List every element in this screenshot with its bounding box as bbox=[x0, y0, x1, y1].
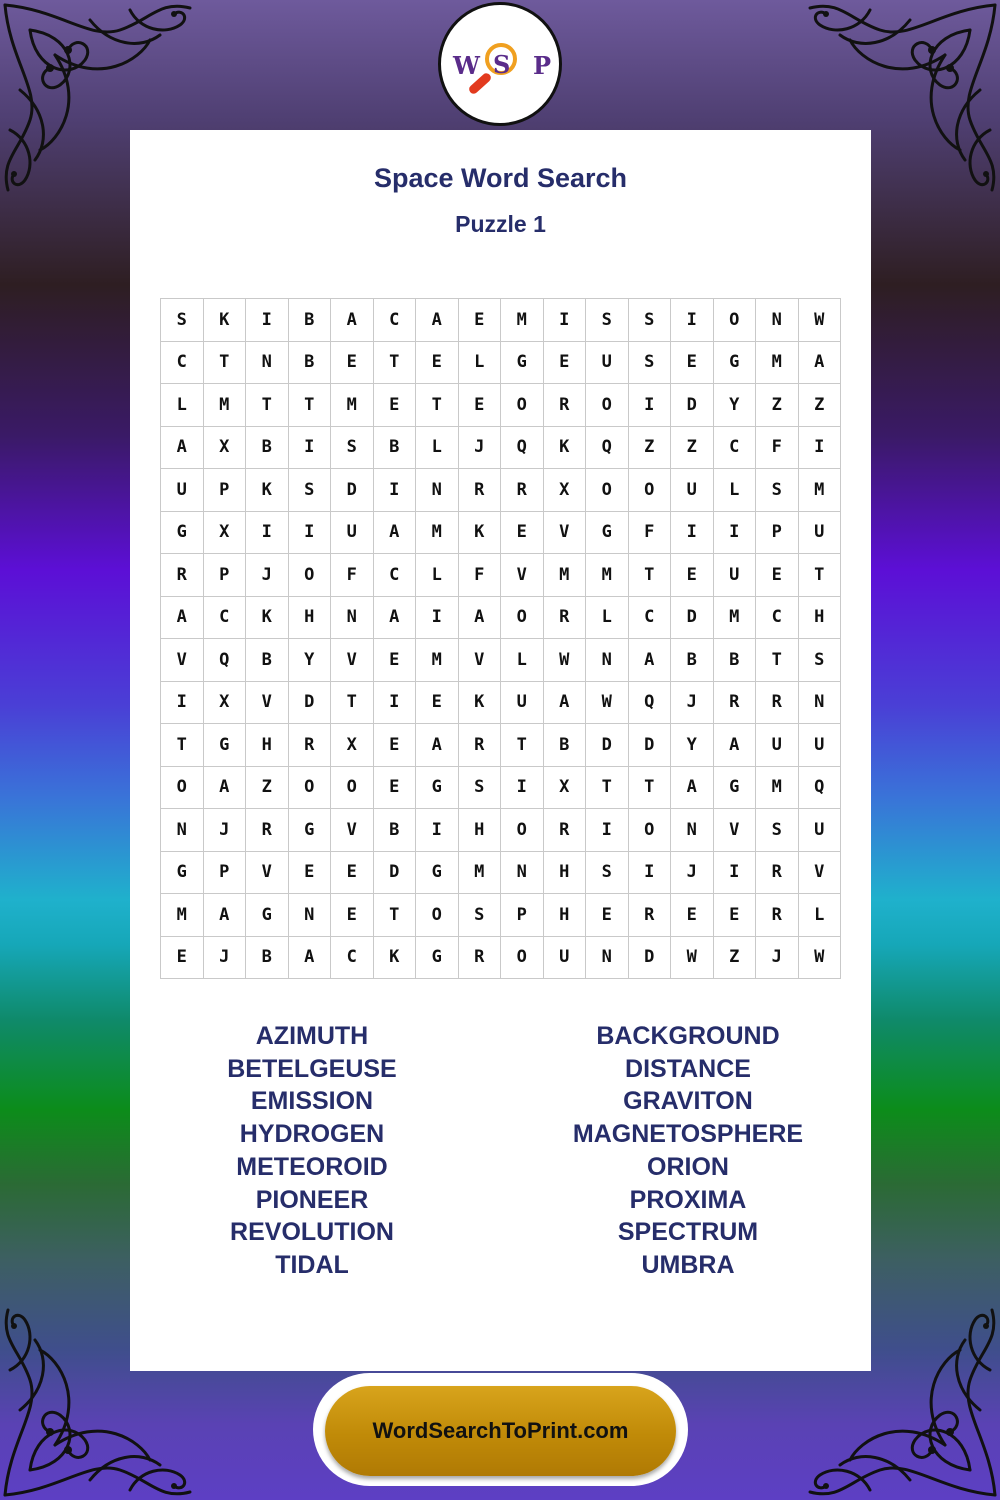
grid-cell: G bbox=[416, 937, 459, 980]
grid-cell: C bbox=[204, 597, 247, 640]
word-list-right bbox=[538, 1020, 838, 1282]
grid-cell: A bbox=[204, 767, 247, 810]
grid-cell: Q bbox=[586, 427, 629, 470]
word-list-item: DISTANCE bbox=[625, 1054, 751, 1083]
grid-cell: E bbox=[459, 384, 502, 427]
grid-cell: E bbox=[331, 852, 374, 895]
grid-cell: K bbox=[204, 299, 247, 342]
word-list-item: AZIMUTH bbox=[255, 1022, 369, 1050]
grid-cell: K bbox=[459, 512, 502, 555]
grid-cell: N bbox=[161, 809, 204, 852]
grid-cell: A bbox=[374, 512, 417, 555]
grid-cell: V bbox=[799, 852, 842, 895]
grid-cell: R bbox=[459, 469, 502, 512]
grid-cell: E bbox=[416, 342, 459, 385]
grid-cell: T bbox=[374, 894, 417, 937]
grid-cell: B bbox=[671, 639, 714, 682]
word-list-left bbox=[162, 1020, 462, 1282]
word-list-item: EMISSION bbox=[250, 1087, 374, 1116]
grid-cell: V bbox=[246, 852, 289, 895]
grid-cell: C bbox=[161, 342, 204, 385]
grid-cell: E bbox=[374, 724, 417, 767]
grid-cell: T bbox=[629, 767, 672, 810]
grid-cell: V bbox=[459, 639, 502, 682]
grid-cell: I bbox=[629, 852, 672, 895]
grid-cell: T bbox=[629, 554, 672, 597]
grid-cell: I bbox=[544, 299, 587, 342]
grid-cell: U bbox=[756, 724, 799, 767]
grid-cell: Z bbox=[714, 937, 757, 980]
grid-cell: C bbox=[374, 554, 417, 597]
grid-cell: A bbox=[204, 894, 247, 937]
grid-cell: T bbox=[586, 767, 629, 810]
grid-cell: G bbox=[204, 724, 247, 767]
grid-cell: N bbox=[289, 894, 332, 937]
grid-cell: V bbox=[501, 554, 544, 597]
grid-cell: O bbox=[501, 809, 544, 852]
grid-cell: R bbox=[544, 597, 587, 640]
grid-cell: H bbox=[799, 597, 842, 640]
grid-cell: E bbox=[756, 554, 799, 597]
grid-cell: U bbox=[586, 342, 629, 385]
grid-cell: R bbox=[544, 384, 587, 427]
grid-cell: K bbox=[544, 427, 587, 470]
grid-cell: O bbox=[331, 767, 374, 810]
grid-cell: E bbox=[586, 894, 629, 937]
grid-cell: A bbox=[416, 724, 459, 767]
grid-cell: O bbox=[501, 937, 544, 980]
grid-cell: Y bbox=[714, 384, 757, 427]
grid-cell: H bbox=[544, 852, 587, 895]
grid-cell: A bbox=[289, 937, 332, 980]
grid-cell: J bbox=[204, 937, 247, 980]
grid-cell: L bbox=[459, 342, 502, 385]
grid-cell: R bbox=[161, 554, 204, 597]
word-list-item: TIDAL bbox=[275, 1250, 349, 1279]
word-list-item: PIONEER bbox=[255, 1185, 369, 1214]
grid-cell: I bbox=[586, 809, 629, 852]
grid-cell: Z bbox=[799, 384, 842, 427]
grid-cell: H bbox=[289, 597, 332, 640]
grid-cell: G bbox=[586, 512, 629, 555]
grid-cell: E bbox=[331, 894, 374, 937]
grid-cell: F bbox=[459, 554, 502, 597]
grid-cell: T bbox=[416, 384, 459, 427]
grid-cell: O bbox=[289, 767, 332, 810]
grid-cell: I bbox=[799, 427, 842, 470]
grid-cell: Z bbox=[246, 767, 289, 810]
grid-cell: U bbox=[714, 554, 757, 597]
grid-cell: N bbox=[501, 852, 544, 895]
grid-cell: I bbox=[629, 384, 672, 427]
grid-cell: V bbox=[331, 809, 374, 852]
grid-cell: D bbox=[629, 724, 672, 767]
logo-letter-w: W bbox=[453, 51, 480, 80]
grid-cell: G bbox=[416, 767, 459, 810]
grid-cell: Q bbox=[204, 639, 247, 682]
grid-cell: K bbox=[459, 682, 502, 725]
grid-cell: Z bbox=[671, 427, 714, 470]
grid-cell: S bbox=[161, 299, 204, 342]
puzzle-panel bbox=[130, 130, 871, 1371]
grid-cell: O bbox=[289, 554, 332, 597]
grid-cell: V bbox=[544, 512, 587, 555]
grid-cell: I bbox=[161, 682, 204, 725]
grid-cell: I bbox=[671, 512, 714, 555]
wsp-logo bbox=[438, 2, 562, 126]
grid-cell: F bbox=[629, 512, 672, 555]
grid-cell: I bbox=[246, 512, 289, 555]
grid-cell: S bbox=[289, 469, 332, 512]
grid-cell: E bbox=[714, 894, 757, 937]
grid-cell: W bbox=[671, 937, 714, 980]
word-list-item: SPECTRUM bbox=[617, 1218, 759, 1247]
grid-cell: U bbox=[501, 682, 544, 725]
grid-cell: M bbox=[459, 852, 502, 895]
grid-cell: O bbox=[501, 597, 544, 640]
word-list-item: BACKGROUND bbox=[596, 1022, 780, 1050]
grid-cell: O bbox=[501, 384, 544, 427]
grid-cell: G bbox=[501, 342, 544, 385]
grid-cell: G bbox=[161, 852, 204, 895]
grid-cell: D bbox=[331, 469, 374, 512]
grid-cell: L bbox=[416, 554, 459, 597]
grid-cell: T bbox=[289, 384, 332, 427]
grid-cell: C bbox=[374, 299, 417, 342]
grid-cell: C bbox=[629, 597, 672, 640]
grid-cell: A bbox=[161, 427, 204, 470]
grid-cell: I bbox=[289, 427, 332, 470]
grid-cell: T bbox=[246, 384, 289, 427]
grid-cell: U bbox=[331, 512, 374, 555]
grid-cell: G bbox=[289, 809, 332, 852]
puzzle-title: Space Word Search bbox=[373, 163, 628, 193]
grid-cell: E bbox=[289, 852, 332, 895]
grid-cell: M bbox=[586, 554, 629, 597]
grid-cell: M bbox=[501, 299, 544, 342]
grid-cell: N bbox=[416, 469, 459, 512]
grid-cell: R bbox=[501, 469, 544, 512]
grid-cell: Q bbox=[799, 767, 842, 810]
grid-cell: I bbox=[374, 469, 417, 512]
grid-cell: L bbox=[501, 639, 544, 682]
grid-cell: R bbox=[714, 682, 757, 725]
grid-cell: D bbox=[671, 597, 714, 640]
grid-cell: F bbox=[756, 427, 799, 470]
grid-cell: G bbox=[714, 342, 757, 385]
word-list-item: ORION bbox=[647, 1152, 729, 1181]
grid-cell: U bbox=[799, 724, 842, 767]
grid-cell: L bbox=[586, 597, 629, 640]
grid-cell: M bbox=[416, 639, 459, 682]
grid-cell: A bbox=[629, 639, 672, 682]
grid-cell: H bbox=[544, 894, 587, 937]
grid-cell: W bbox=[799, 299, 842, 342]
grid-cell: X bbox=[204, 512, 247, 555]
grid-cell: U bbox=[544, 937, 587, 980]
grid-cell: A bbox=[416, 299, 459, 342]
grid-cell: I bbox=[289, 512, 332, 555]
grid-cell: W bbox=[586, 682, 629, 725]
grid-cell: D bbox=[671, 384, 714, 427]
grid-cell: I bbox=[416, 597, 459, 640]
grid-cell: K bbox=[246, 597, 289, 640]
grid-cell: I bbox=[714, 512, 757, 555]
grid-cell: W bbox=[544, 639, 587, 682]
grid-cell: E bbox=[459, 299, 502, 342]
grid-cell: N bbox=[756, 299, 799, 342]
grid-cell: M bbox=[161, 894, 204, 937]
grid-cell: G bbox=[416, 852, 459, 895]
grid-cell: S bbox=[586, 299, 629, 342]
grid-cell: I bbox=[416, 809, 459, 852]
grid-cell: P bbox=[204, 469, 247, 512]
grid-cell: R bbox=[459, 937, 502, 980]
grid-cell: G bbox=[714, 767, 757, 810]
grid-cell: X bbox=[544, 469, 587, 512]
grid-cell: J bbox=[671, 682, 714, 725]
grid-cell: X bbox=[331, 724, 374, 767]
grid-cell: A bbox=[799, 342, 842, 385]
grid-cell: U bbox=[799, 809, 842, 852]
grid-cell: O bbox=[416, 894, 459, 937]
word-list-item: UMBRA bbox=[641, 1250, 735, 1279]
grid-cell: H bbox=[459, 809, 502, 852]
grid-cell: N bbox=[586, 937, 629, 980]
grid-cell: D bbox=[289, 682, 332, 725]
grid-cell: E bbox=[416, 682, 459, 725]
grid-cell: K bbox=[246, 469, 289, 512]
grid-cell: E bbox=[374, 639, 417, 682]
grid-cell: B bbox=[289, 342, 332, 385]
grid-cell: R bbox=[629, 894, 672, 937]
grid-cell: C bbox=[756, 597, 799, 640]
grid-cell: M bbox=[756, 767, 799, 810]
grid-cell: L bbox=[416, 427, 459, 470]
grid-cell: X bbox=[204, 682, 247, 725]
word-list-item: PROXIMA bbox=[629, 1185, 747, 1214]
grid-cell: R bbox=[289, 724, 332, 767]
grid-cell: Y bbox=[289, 639, 332, 682]
grid-cell: S bbox=[459, 894, 502, 937]
grid-cell: J bbox=[246, 554, 289, 597]
grid-cell: G bbox=[246, 894, 289, 937]
grid-cell: J bbox=[756, 937, 799, 980]
grid-cell: T bbox=[161, 724, 204, 767]
grid-cell: B bbox=[374, 809, 417, 852]
grid-cell: B bbox=[246, 427, 289, 470]
grid-cell: H bbox=[246, 724, 289, 767]
grid-cell: E bbox=[671, 554, 714, 597]
grid-cell: Y bbox=[671, 724, 714, 767]
grid-cell: E bbox=[374, 384, 417, 427]
grid-cell: E bbox=[501, 512, 544, 555]
grid-cell: I bbox=[671, 299, 714, 342]
grid-cell: A bbox=[459, 597, 502, 640]
grid-cell: M bbox=[756, 342, 799, 385]
grid-cell: O bbox=[714, 299, 757, 342]
grid-cell: B bbox=[544, 724, 587, 767]
grid-cell: R bbox=[544, 809, 587, 852]
grid-cell: I bbox=[714, 852, 757, 895]
grid-cell: A bbox=[331, 299, 374, 342]
grid-cell: O bbox=[629, 809, 672, 852]
grid-cell: A bbox=[161, 597, 204, 640]
grid-cell: R bbox=[459, 724, 502, 767]
grid-cell: M bbox=[544, 554, 587, 597]
grid-cell: Z bbox=[756, 384, 799, 427]
grid-cell: M bbox=[416, 512, 459, 555]
grid-cell: P bbox=[204, 852, 247, 895]
grid-cell: P bbox=[756, 512, 799, 555]
grid-cell: E bbox=[374, 767, 417, 810]
grid-cell: O bbox=[586, 469, 629, 512]
grid-cell: V bbox=[246, 682, 289, 725]
grid-cell: T bbox=[501, 724, 544, 767]
grid-cell: E bbox=[544, 342, 587, 385]
grid-cell: U bbox=[161, 469, 204, 512]
grid-cell: M bbox=[799, 469, 842, 512]
grid-cell: S bbox=[459, 767, 502, 810]
grid-cell: Z bbox=[629, 427, 672, 470]
puzzle-subtitle: Puzzle 1 bbox=[455, 211, 546, 237]
word-list-item: BETELGEUSE bbox=[227, 1054, 397, 1083]
grid-cell: O bbox=[161, 767, 204, 810]
grid-cell: W bbox=[799, 937, 842, 980]
grid-cell: T bbox=[799, 554, 842, 597]
grid-cell: K bbox=[374, 937, 417, 980]
grid-cell: B bbox=[246, 639, 289, 682]
grid-cell: I bbox=[374, 682, 417, 725]
grid-cell: S bbox=[331, 427, 374, 470]
grid-cell: B bbox=[714, 639, 757, 682]
letter-grid bbox=[160, 298, 841, 979]
grid-cell: T bbox=[374, 342, 417, 385]
grid-cell: J bbox=[459, 427, 502, 470]
grid-cell: R bbox=[756, 852, 799, 895]
grid-cell: U bbox=[671, 469, 714, 512]
grid-cell: X bbox=[544, 767, 587, 810]
grid-cell: M bbox=[714, 597, 757, 640]
grid-cell: M bbox=[204, 384, 247, 427]
grid-cell: S bbox=[586, 852, 629, 895]
grid-cell: V bbox=[161, 639, 204, 682]
grid-cell: A bbox=[714, 724, 757, 767]
grid-cell: P bbox=[204, 554, 247, 597]
word-list-item: HYDROGEN bbox=[239, 1120, 385, 1149]
grid-cell: I bbox=[246, 299, 289, 342]
grid-cell: D bbox=[374, 852, 417, 895]
word-list-item: REVOLUTION bbox=[230, 1218, 394, 1247]
word-list-item: METEOROID bbox=[236, 1152, 388, 1181]
grid-cell: L bbox=[714, 469, 757, 512]
grid-cell: E bbox=[331, 342, 374, 385]
grid-cell: G bbox=[161, 512, 204, 555]
grid-cell: F bbox=[331, 554, 374, 597]
grid-cell: A bbox=[374, 597, 417, 640]
grid-cell: J bbox=[204, 809, 247, 852]
grid-cell: I bbox=[501, 767, 544, 810]
grid-cell: A bbox=[544, 682, 587, 725]
footer-badge bbox=[313, 1373, 688, 1486]
grid-cell: N bbox=[246, 342, 289, 385]
grid-cell: B bbox=[246, 937, 289, 980]
grid-cell: B bbox=[374, 427, 417, 470]
grid-cell: Q bbox=[501, 427, 544, 470]
grid-cell: D bbox=[629, 937, 672, 980]
grid-cell: B bbox=[289, 299, 332, 342]
grid-cell: C bbox=[331, 937, 374, 980]
grid-cell: S bbox=[756, 809, 799, 852]
grid-cell: N bbox=[799, 682, 842, 725]
logo-letter-p: P bbox=[533, 51, 552, 80]
grid-cell: M bbox=[331, 384, 374, 427]
grid-cell: O bbox=[586, 384, 629, 427]
grid-cell: E bbox=[161, 937, 204, 980]
grid-cell: P bbox=[501, 894, 544, 937]
grid-cell: N bbox=[331, 597, 374, 640]
grid-cell: S bbox=[629, 342, 672, 385]
footer-site-link[interactable]: WordSearchToPrint.com bbox=[325, 1386, 676, 1476]
grid-cell: N bbox=[586, 639, 629, 682]
grid-cell: O bbox=[629, 469, 672, 512]
grid-cell: U bbox=[799, 512, 842, 555]
grid-cell: S bbox=[629, 299, 672, 342]
word-list-item: MAGNETOSPHERE bbox=[572, 1120, 804, 1149]
grid-cell: A bbox=[671, 767, 714, 810]
grid-cell: C bbox=[714, 427, 757, 470]
grid-cell: R bbox=[756, 682, 799, 725]
grid-cell: T bbox=[204, 342, 247, 385]
grid-cell: R bbox=[246, 809, 289, 852]
grid-cell: T bbox=[331, 682, 374, 725]
grid-cell: V bbox=[331, 639, 374, 682]
grid-cell: D bbox=[586, 724, 629, 767]
grid-cell: S bbox=[799, 639, 842, 682]
grid-cell: N bbox=[671, 809, 714, 852]
grid-cell: T bbox=[756, 639, 799, 682]
grid-cell: V bbox=[714, 809, 757, 852]
grid-cell: R bbox=[756, 894, 799, 937]
logo-letter-s: S bbox=[493, 50, 511, 79]
grid-cell: L bbox=[161, 384, 204, 427]
grid-cell: Q bbox=[629, 682, 672, 725]
word-list-item: GRAVITON bbox=[623, 1087, 753, 1116]
grid-cell: S bbox=[756, 469, 799, 512]
grid-cell: L bbox=[799, 894, 842, 937]
grid-cell: E bbox=[671, 342, 714, 385]
grid-cell: J bbox=[671, 852, 714, 895]
grid-cell: X bbox=[204, 427, 247, 470]
grid-cell: E bbox=[671, 894, 714, 937]
